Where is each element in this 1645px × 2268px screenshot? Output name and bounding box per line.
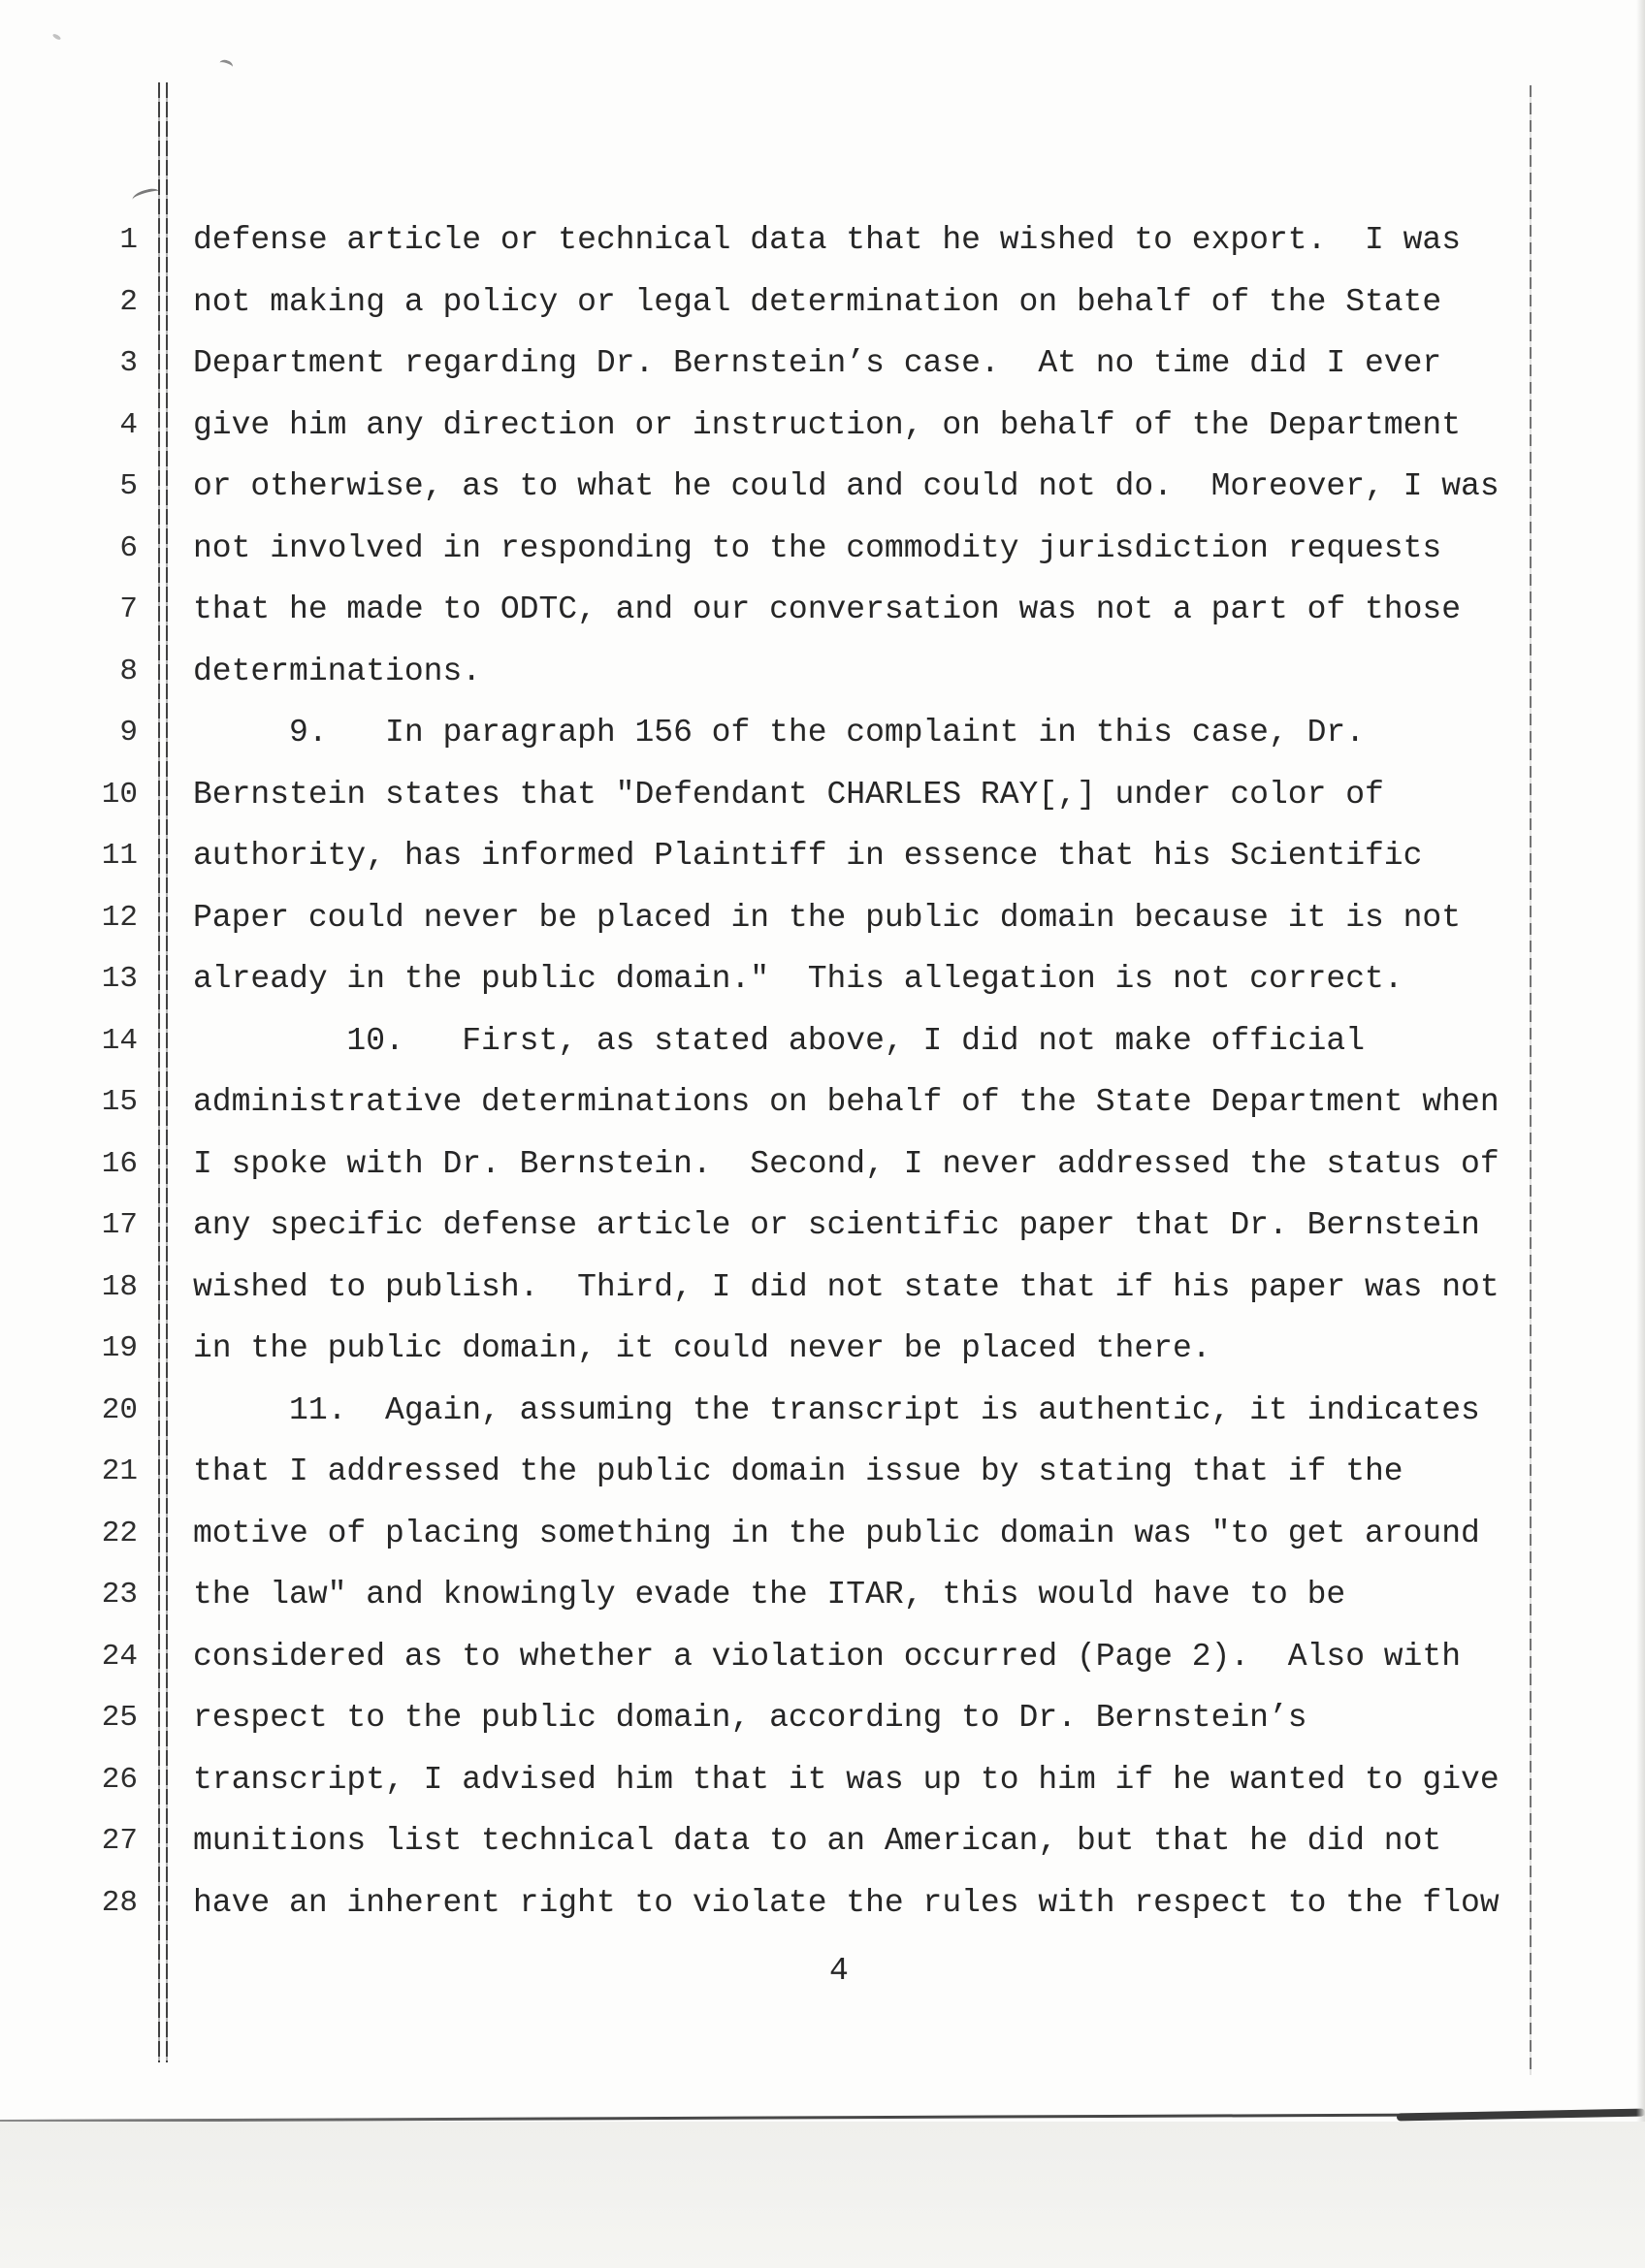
line-text: Bernstein states that "Defendant CHARLES RAY[,] under color of [193, 776, 1384, 813]
line-text: determinations. [193, 653, 482, 689]
transcript-line [0, 1503, 1645, 1565]
transcript-line [0, 1749, 1645, 1811]
line-text: the law" and knowingly evade the ITAR, this would have to be [193, 1577, 1346, 1613]
transcript-line [0, 1134, 1645, 1196]
line-number: 25 [101, 1701, 138, 1736]
pleading-body [0, 209, 1645, 1933]
page-number: 4 [829, 1953, 849, 1989]
scanned-page-bottom-edge-blob [1397, 2109, 1645, 2122]
line-text: respect to the public domain, according to Dr. Bernstein’s [193, 1700, 1307, 1737]
line-text: have an inherent right to violate the rules with respect to the flow [193, 1884, 1500, 1921]
transcript-line [0, 825, 1645, 887]
transcript-line [0, 1626, 1645, 1688]
line-text: defense article or technical data that he wished to export. I was [193, 222, 1462, 259]
line-text: any specific defense article or scientific paper that Dr. Bernstein [193, 1207, 1480, 1244]
line-text: 10. First, as stated above, I did not make official [193, 1022, 1365, 1059]
line-text: wished to publish. Third, I did not state that if his paper was not [193, 1268, 1500, 1305]
line-text: 9. In paragraph 156 of the complaint in this case, Dr. [193, 715, 1365, 751]
line-number: 14 [101, 1023, 138, 1058]
scan-right-edge-shadow [1636, 0, 1645, 2122]
line-number: 17 [101, 1208, 138, 1243]
line-text: or otherwise, as to what he could and could not do. Moreover, I was [193, 468, 1500, 505]
line-text: munitions list technical data to an American, but that he did not [193, 1823, 1442, 1860]
line-number: 8 [119, 654, 138, 688]
line-number: 10 [101, 777, 138, 812]
line-number: 19 [101, 1331, 138, 1366]
transcript-line [0, 764, 1645, 826]
scan-speck [131, 187, 160, 204]
line-text: motive of placing something in the public domain was "to get around [193, 1515, 1480, 1551]
line-number: 11 [101, 839, 138, 874]
transcript-line [0, 272, 1645, 334]
line-number: 24 [101, 1639, 138, 1674]
line-text: administrative determinations on behalf of the State Department when [193, 1084, 1500, 1121]
line-number: 9 [119, 716, 138, 751]
transcript-line [0, 333, 1645, 395]
line-number: 16 [101, 1146, 138, 1181]
transcript-line [0, 1195, 1645, 1257]
transcript-line [0, 887, 1645, 949]
line-number: 28 [101, 1885, 138, 1920]
transcript-line [0, 1071, 1645, 1134]
line-text: 11. Again, assuming the transcript is authentic, it indicates [193, 1391, 1480, 1428]
line-text: authority, has informed Plaintiff in essence that his Scientific [193, 838, 1423, 875]
transcript-line [0, 1687, 1645, 1749]
line-number: 3 [119, 346, 138, 381]
line-number: 27 [101, 1824, 138, 1859]
line-text: that he made to ODTC, and our conversation was not a part of those [193, 591, 1462, 628]
line-text: give him any direction or instruction, on behalf of the Department [193, 406, 1462, 443]
transcript-line [0, 1318, 1645, 1380]
transcript-line [0, 395, 1645, 457]
transcript-line [0, 518, 1645, 580]
line-number: 5 [119, 469, 138, 504]
line-text: in the public domain, it could never be placed there. [193, 1330, 1211, 1367]
line-number: 21 [101, 1454, 138, 1489]
line-text: Department regarding Dr. Bernstein’s case. At no time did I ever [193, 345, 1442, 382]
scan-speck [52, 33, 62, 41]
line-number: 22 [101, 1516, 138, 1550]
transcript-line [0, 209, 1645, 272]
line-text: already in the public domain." This allegation is not correct. [193, 961, 1403, 998]
line-text: not involved in responding to the commodity jurisdiction requests [193, 529, 1442, 566]
transcript-line [0, 1872, 1645, 1934]
transcript-line [0, 1441, 1645, 1503]
line-number: 7 [119, 592, 138, 627]
line-text: not making a policy or legal determination on behalf of the State [193, 283, 1442, 320]
line-text: transcript, I advised him that it was up to him if he wanted to give [193, 1761, 1500, 1798]
transcript-line [0, 948, 1645, 1010]
transcript-line [0, 1380, 1645, 1442]
line-number: 15 [101, 1085, 138, 1120]
line-text: that I addressed the public domain issue by stating that if the [193, 1453, 1403, 1490]
line-number: 12 [101, 900, 138, 935]
line-text: Paper could never be placed in the public domain because it is not [193, 899, 1462, 936]
line-number: 2 [119, 284, 138, 319]
line-number: 26 [101, 1762, 138, 1797]
line-number: 1 [119, 223, 138, 258]
transcript-line [0, 1564, 1645, 1626]
transcript-line [0, 641, 1645, 703]
transcript-line [0, 1010, 1645, 1072]
scan-speck [218, 58, 234, 72]
line-number: 4 [119, 407, 138, 442]
line-number: 20 [101, 1392, 138, 1427]
line-number: 6 [119, 530, 138, 565]
line-number: 13 [101, 962, 138, 997]
transcript-line [0, 702, 1645, 764]
transcript-line [0, 579, 1645, 641]
transcript-line [0, 1257, 1645, 1319]
line-text: considered as to whether a violation occurred (Page 2). Also with [193, 1638, 1462, 1675]
transcript-line [0, 1810, 1645, 1872]
scanner-backing-area [0, 2122, 1645, 2268]
line-text: I spoke with Dr. Bernstein. Second, I never addressed the status of [193, 1145, 1500, 1182]
transcript-line [0, 456, 1645, 518]
line-number: 23 [101, 1578, 138, 1613]
line-number: 18 [101, 1269, 138, 1304]
